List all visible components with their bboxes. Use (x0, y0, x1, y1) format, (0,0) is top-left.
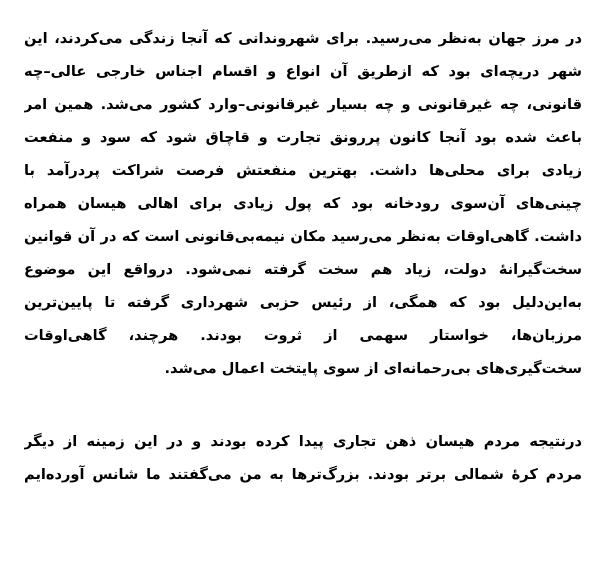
text-line: سخت‌گیرانهٔ دولت، زیاد هم سخت گرفته نمی‌شود. درواقع این موضوع (24, 261, 582, 278)
text-line: باعث شده بود آنجا کانون پررونق تجارت و قاچاق شود که سود و منفعت (24, 129, 582, 146)
text-line: درنتیجه مردم هیسان ذهن تجاری پیدا کرده بودند و در این زمینه از دیگر (24, 433, 582, 450)
text-line-last: سخت‌گیری‌های بی‌رحمانه‌ای از سوی پایتخت اعمال می‌شد. (164, 360, 582, 377)
text-line: قانونی، چه غیرقانونی و چه بسیار غیرقانونی–وارد کشور می‌شد. همین امر (24, 96, 582, 113)
text-line: زیادی برای محلی‌ها داشت. بهترین منفعتش فرصت شراکت پردرآمد با (24, 162, 582, 179)
document-page (24, 22, 582, 491)
paragraph-gap (24, 385, 582, 425)
paragraph-2 (24, 425, 582, 491)
text-line: چینی‌های آن‌سوی رودخانه بود که پول زیادی برای اهالی هیسان همراه (24, 195, 582, 212)
paragraph-1 (24, 22, 582, 385)
text-line: مرزبان‌ها، خواستار سهمی از ثروت بودند. هرچند، گاهی‌اوقات (24, 327, 582, 344)
text-line: شهر دریچه‌ای بود که ازطریق آن انواع و اقسام اجناس خارجی عالی–چه (24, 63, 582, 80)
text-line: مردم کرهٔ شمالی برتر بودند. بزرگ‌ترها به من می‌گفتند ما شانس آورده‌ایم (24, 466, 582, 483)
text-line: به‌این‌دلیل بود که همگی، از رئیس حزبی شهرداری گرفته تا پایین‌ترین (24, 294, 582, 311)
text-line: داشت. گاهی‌اوقات به‌نظر می‌رسید مکان نیمه‌بی‌قانونی است که در آن قوانین (24, 228, 582, 245)
text-line: در مرز جهان به‌نظر می‌رسید. برای شهروندانی که آنجا زندگی می‌کردند، این (24, 30, 582, 47)
